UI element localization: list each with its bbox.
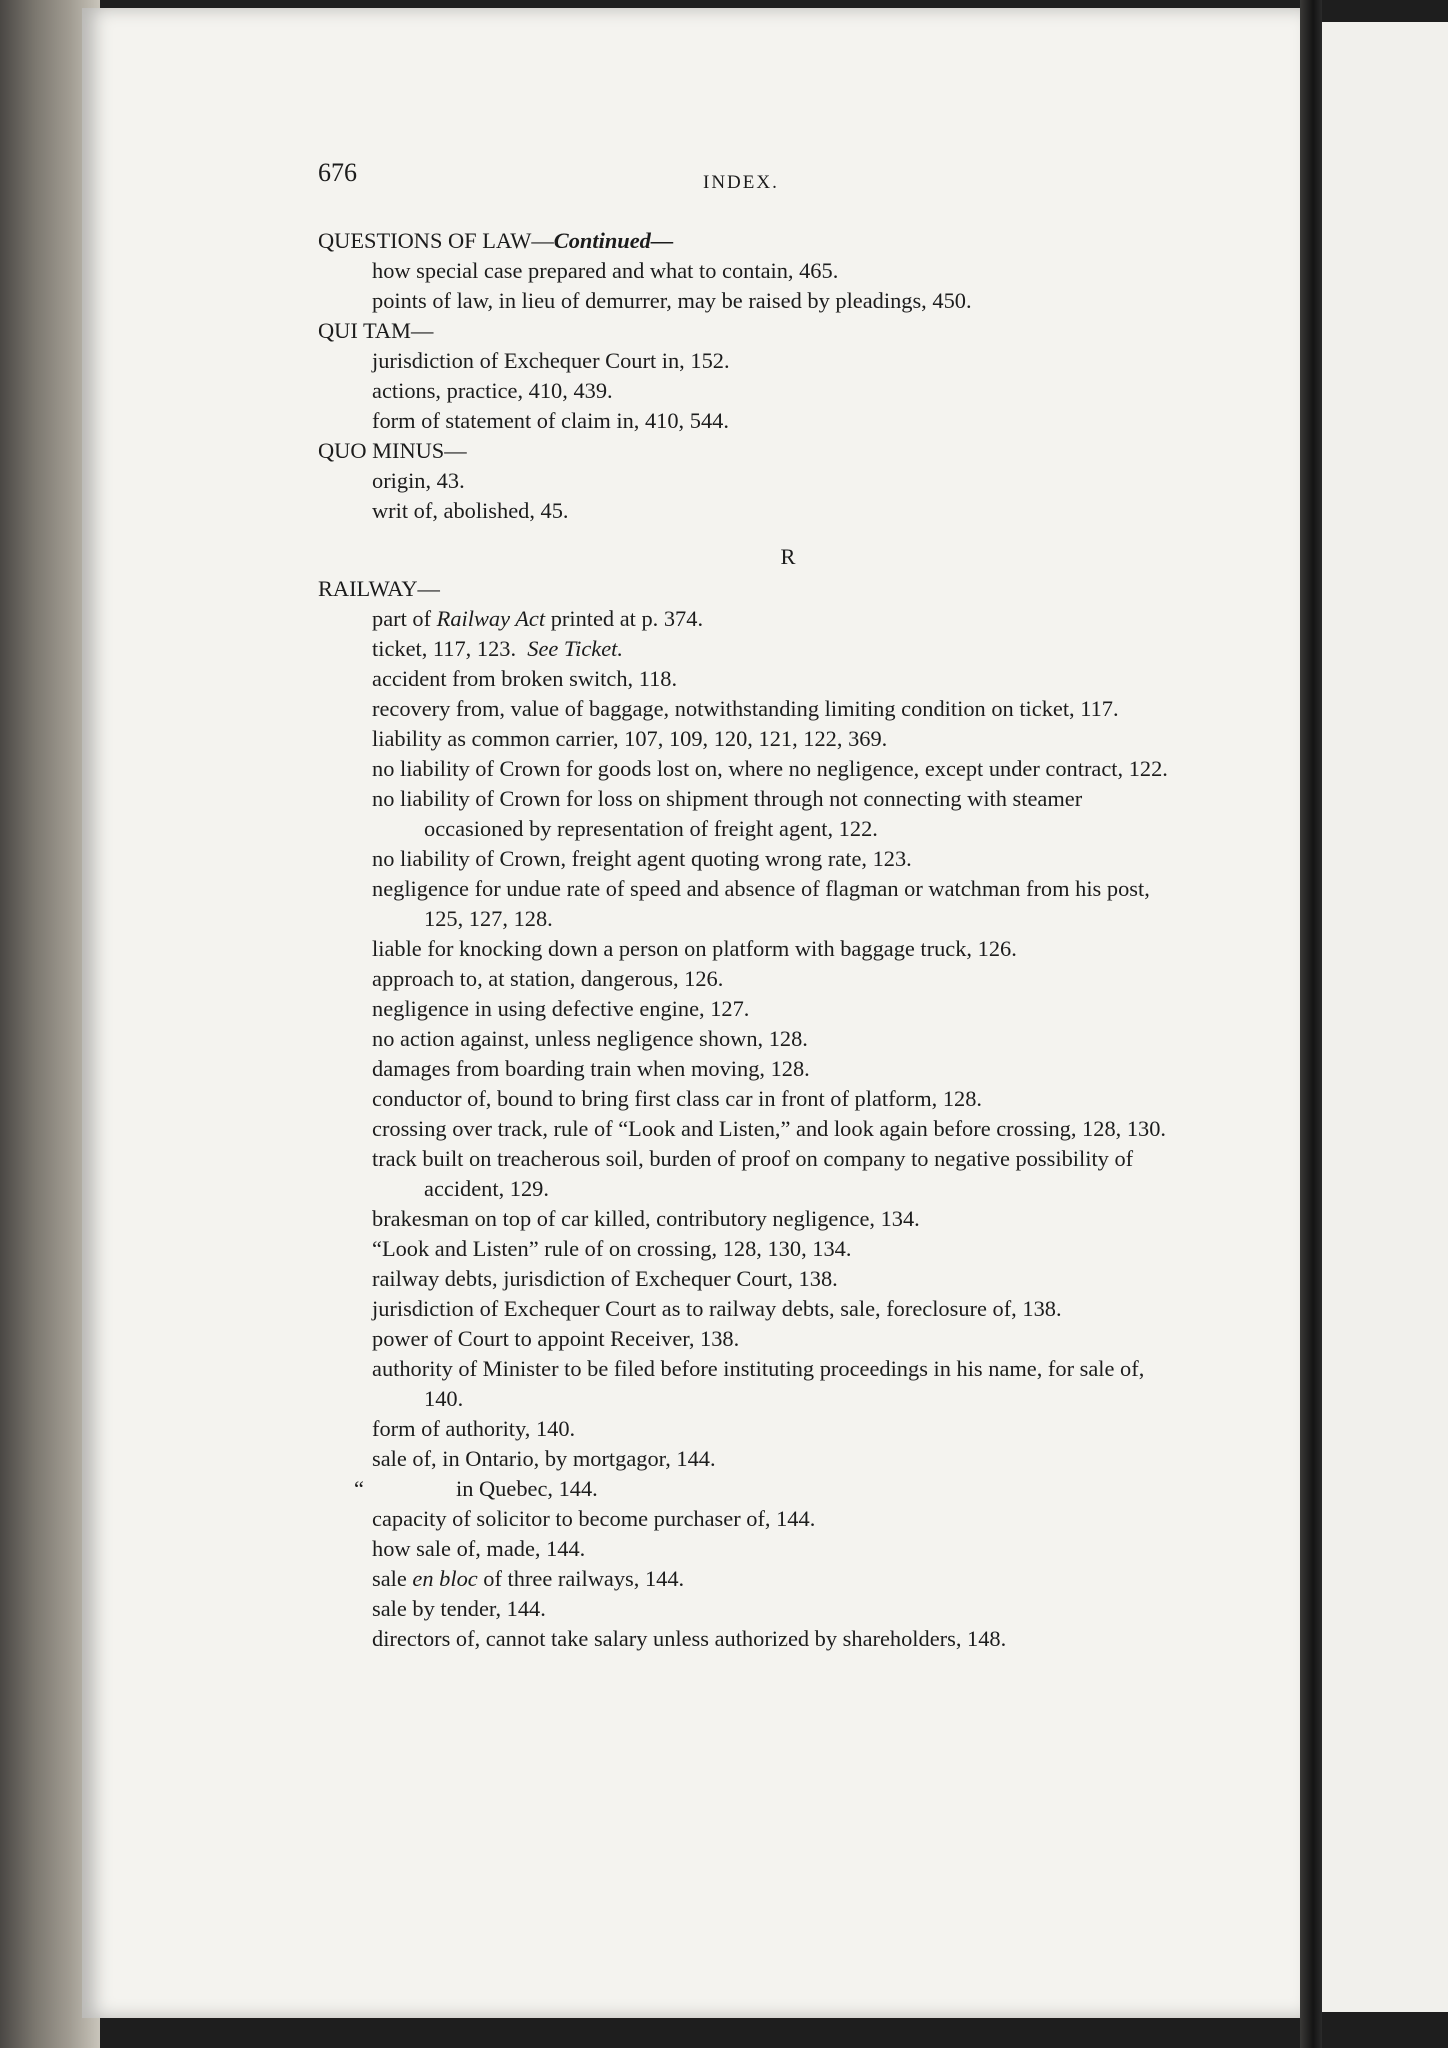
entry-text: in Quebec, 144.	[456, 1476, 598, 1501]
index-entry: recovery from, value of baggage, notwithstanding limiting condition on ticket, 117.	[372, 696, 1119, 721]
index-entry: no liability of Crown for goods lost on, where no negligence, except under contract, 122.	[372, 756, 1168, 781]
index-entry: “Look and Listen” rule of on crossing, 128, 130, 134.	[372, 1236, 852, 1261]
index-entry: writ of, abolished, 45.	[372, 498, 569, 523]
index-entry: track built on treacherous soil, burden of proof on company to negative possibility of accident, 129.	[372, 1146, 1134, 1201]
letter-heading: R	[780, 544, 796, 569]
index-entry: railway debts, jurisdiction of Exchequer Court, 138.	[372, 1266, 838, 1291]
index-entry	[318, 634, 1178, 664]
index-entry: negligence in using defective engine, 127.	[372, 996, 750, 1021]
index-entry: negligence for undue rate of speed and absence of flagman or watchman from his post, 125, 127, 128.	[372, 876, 1150, 931]
index-entry: actions, practice, 410, 439.	[372, 378, 613, 403]
index-entry: form of authority, 140.	[372, 1416, 576, 1441]
index-entry: damages from boarding train when moving, 128.	[372, 1056, 810, 1081]
ditto-mark: “	[354, 1476, 364, 1501]
index-entry: origin, 43.	[372, 468, 465, 493]
index-heading: QUO MINUS—	[318, 438, 467, 463]
index-entry	[318, 1564, 1178, 1594]
entry-text: sale	[372, 1566, 413, 1591]
entry-text: printed at p. 374.	[545, 606, 704, 631]
index-entry: how sale of, made, 144.	[372, 1536, 586, 1561]
index-entry: form of statement of claim in, 410, 544.	[372, 408, 729, 433]
index-entry: conductor of, bound to bring first class car in front of platform, 128.	[372, 1086, 983, 1111]
entry-italic: See Ticket.	[527, 636, 624, 661]
index-entry: liability as common carrier, 107, 109, 120, 121, 122, 369.	[372, 726, 888, 751]
index-entry	[318, 604, 1178, 634]
index-entry: points of law, in lieu of demurrer, may be raised by pleadings, 450.	[372, 288, 972, 313]
index-heading	[318, 226, 1178, 256]
index-entry: authority of Minister to be filed before instituting proceedings in his name, for sale of, 140.	[372, 1356, 1145, 1411]
index-entry: sale of, in Ontario, by mortgagor, 144.	[372, 1446, 716, 1471]
index-entry: crossing over track, rule of “Look and Listen,” and look again before crossing, 128, 130.	[372, 1116, 1167, 1141]
index-entry: directors of, cannot take salary unless authorized by shareholders, 148.	[372, 1626, 1007, 1651]
index-entry: approach to, at station, dangerous, 126.	[372, 966, 724, 991]
index-entry: liable for knocking down a person on platform with baggage truck, 126.	[372, 936, 1017, 961]
entry-text: ticket, 117, 123.	[372, 636, 528, 661]
index-entry: sale by tender, 144.	[372, 1596, 546, 1621]
index-text	[318, 158, 1178, 1654]
index-entry: no liability of Crown for loss on shipment through not connecting with steamer occasioned by representation of freight agent, 122.	[372, 786, 1083, 841]
running-title: INDEX.	[703, 172, 779, 193]
heading-text: QUESTIONS OF LAW—	[318, 228, 554, 253]
heading-continued: Continued—	[553, 228, 674, 253]
index-heading: QUI TAM—	[318, 318, 434, 343]
entry-italic: en bloc	[412, 1566, 478, 1591]
index-entry-ditto	[318, 1474, 1178, 1504]
index-entry: how special case prepared and what to contain, 465.	[372, 258, 839, 283]
index-entry: capacity of solicitor to become purchaser of, 144.	[372, 1506, 816, 1531]
entry-text: part of	[372, 606, 437, 631]
index-entry: jurisdiction of Exchequer Court in, 152.	[372, 348, 730, 373]
page-number: 676	[318, 158, 357, 187]
index-heading: RAILWAY—	[318, 576, 440, 601]
index-entry: power of Court to appoint Receiver, 138.	[372, 1326, 740, 1351]
index-entry: jurisdiction of Exchequer Court as to railway debts, sale, foreclosure of, 138.	[372, 1296, 1062, 1321]
entry-text: of three railways, 144.	[477, 1566, 685, 1591]
index-entry: brakesman on top of car killed, contributory negligence, 134.	[372, 1206, 920, 1231]
index-entry: no action against, unless negligence shown, 128.	[372, 1026, 808, 1051]
page-header	[318, 158, 1178, 226]
index-entry: accident from broken switch, 118.	[372, 666, 678, 691]
facing-page-edge	[1322, 22, 1448, 2012]
index-entry: no liability of Crown, freight agent quoting wrong rate, 123.	[372, 846, 912, 871]
book-gutter	[1300, 0, 1322, 2048]
entry-italic: Railway Act	[436, 606, 546, 631]
